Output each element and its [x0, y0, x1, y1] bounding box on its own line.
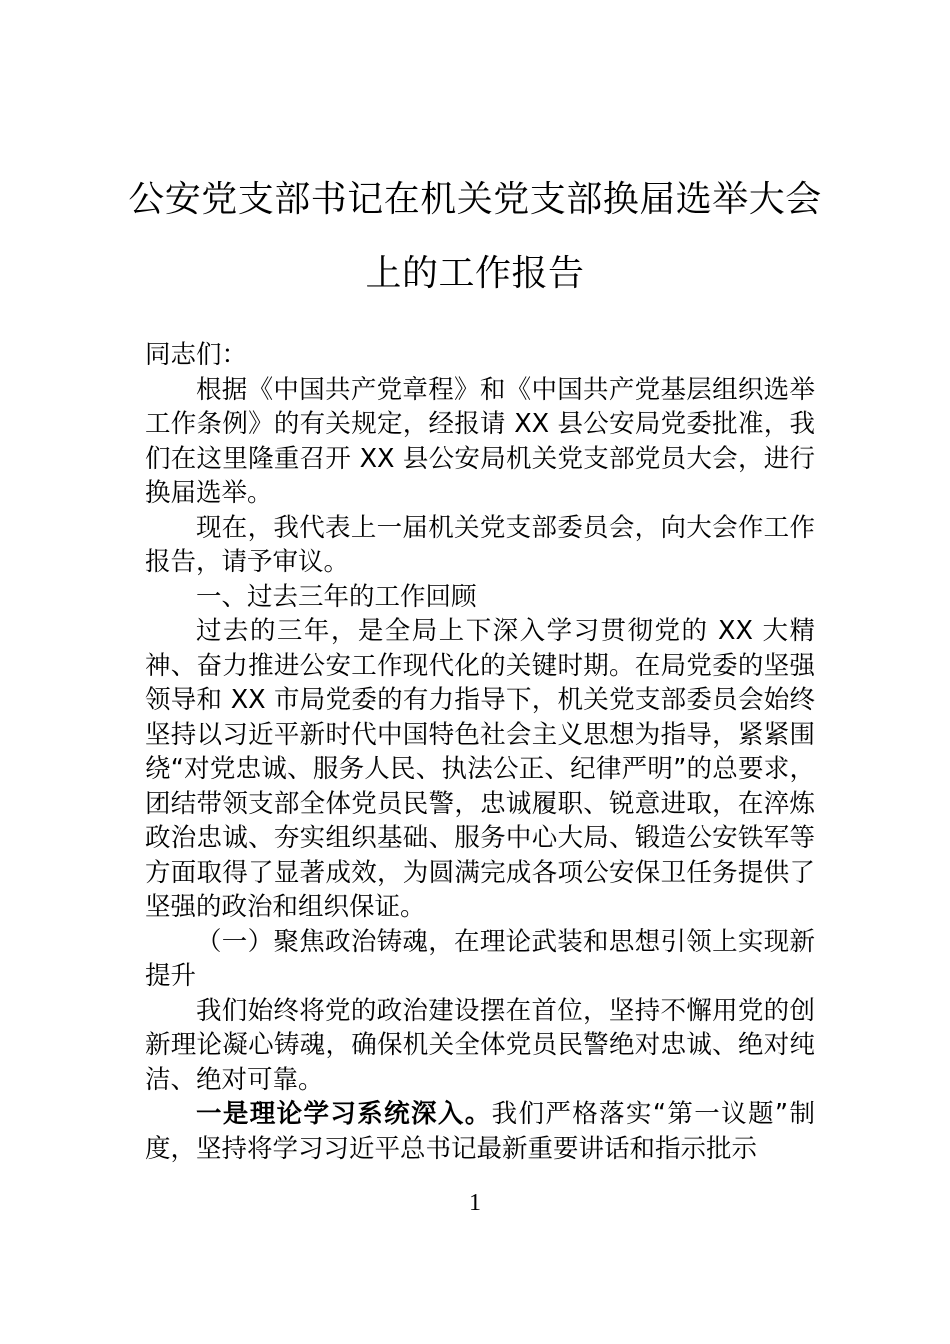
salutation: 同志们：	[145, 340, 248, 370]
subsection-heading: （一）聚焦政治铸魂，在理论武装和思想引领上实现新提升	[145, 926, 815, 991]
paragraph-text: 我们严格落实“第一议题”制度，坚持将学习习近平总书记最新重要讲话和指示批示	[145, 1099, 815, 1164]
paragraph-political: 我们始终将党的政治建设摆在首位，坚持不懈用党的创新理论凝心铸魂，确保机关全体党员民警绝对忠诚、绝对纯洁、绝对可靠。	[145, 995, 815, 1095]
section-heading: 一、过去三年的工作回顾	[196, 581, 477, 612]
paragraph-review: 过去的三年，是全局上下深入学习贯彻党的 XX 大精神、奋力推进公安工作现代化的关键时期。在局党委的坚强领导和 XX 市局党委的有力指导下，机关党支部委员会始终坚持以习近平新时代中国特色社会主义思想为指导，紧紧围绕“对党忠诚、服务人民、执法公正、纪律严明”的总要求，团结带领支部全体党员民警，忠诚履职、锐意进取，在淬炼政治忠诚、夯实组织基础、服务中心大局、锻造公安铁军等方面取得了显著成效，为圆满完成各项公安保卫任务提供了坚强的政治和组织保证。	[145, 616, 815, 922]
paragraph-report: 现在，我代表上一届机关党支部委员会，向大会作工作报告，请予审议。	[145, 512, 815, 577]
page-number: 1	[469, 1190, 481, 1216]
paragraph-lead: 一是理论学习系统深入。	[196, 1099, 492, 1129]
paragraph-theory	[145, 1097, 815, 1166]
document-body	[145, 338, 815, 1166]
paragraph-intro: 根据《中国共产党章程》和《中国共产党基层组织选举工作条例》的有关规定，经报请 XX 县公安局党委批准，我们在这里隆重召开 XX 县公安局机关党支部党员大会，进行换届选举。	[145, 374, 815, 508]
document-title: 公安党支部书记在机关党支部换届选举大会上的工作报告	[128, 179, 822, 294]
